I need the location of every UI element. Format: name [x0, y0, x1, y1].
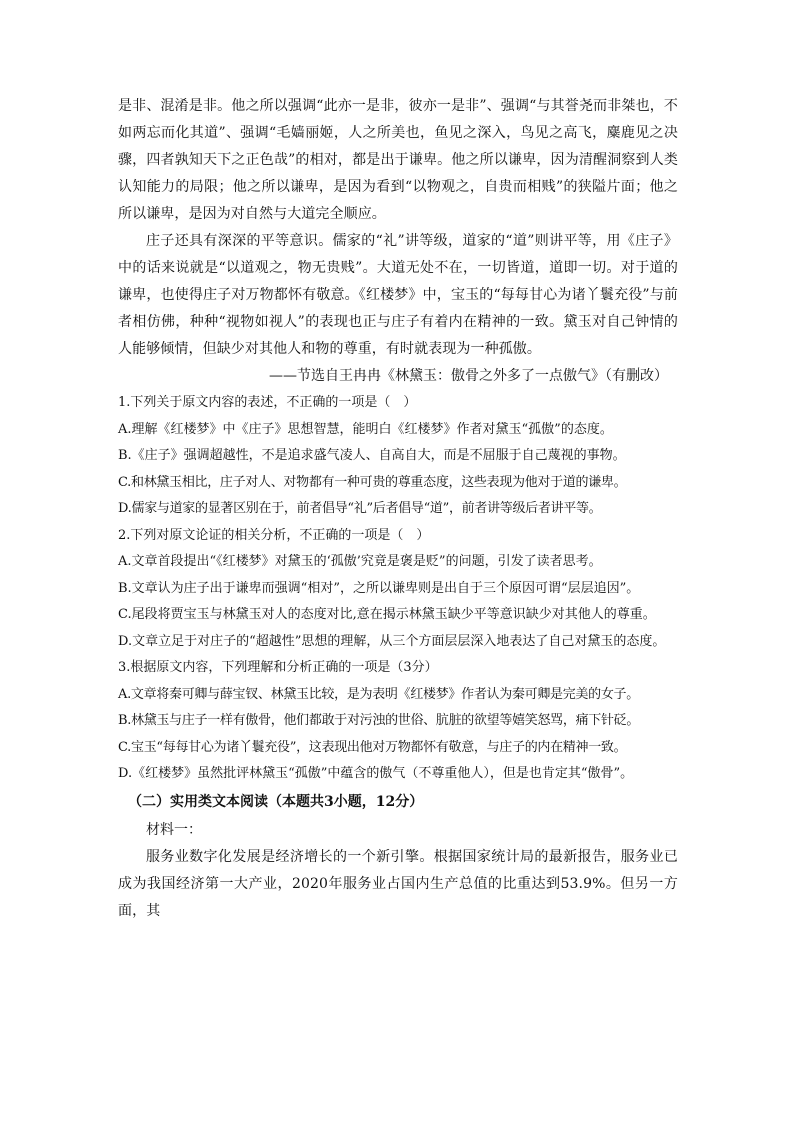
question-3: [118, 655, 678, 788]
question-1-stem: 1.下列关于原文内容的表述，不正确的一项是（ ）: [118, 395, 417, 410]
material-1-label: 材料一：: [146, 821, 202, 838]
question-1-option-d: D.儒家与道家的显著区别在于，前者倡导“礼”后者倡导“道”，前者讲等级后者讲平等。: [118, 501, 602, 516]
question-1-option-b: B.《庄子》强调超越性，不是追求盛气凌人、自高自大，而是不屈服于自己蔑视的事物。: [118, 448, 626, 463]
question-1-option-c: C.和林黛玉相比，庄子对人、对物都有一种可贵的尊重态度，这些表现为他对于道的谦卑。: [118, 474, 627, 490]
passage-paragraph-1: 是非、混淆是非。他之所以强调“此亦一是非，彼亦一是非”、强调“与其誉尧而非桀也，不如两忘而化其道”、强调“毛嫱丽姬，人之所美也，鱼见之深入，鸟见之高飞，麋鹿见之决骤，四者孰知天下之正色哉”的相对，都是出于谦卑。他之所以谦卑，因为清醒洞察到人类认知能力的局限；他之所以谦卑，是因为看到“以物观之，自贵而相贱”的狭隘片面；他之所以谦卑，是因为对自然与大道完全顺应。: [118, 98, 678, 222]
question-2-option-a: A.文章首段提出“《红楼梦》对黛玉的‘孤傲’究竟是褒是贬”的问题，引发了读者思考。: [118, 554, 602, 569]
material-1-paragraph: 服务业数字化发展是经济增长的一个新引擎。根据国家统计局的最新报告，服务业已成为我国经济第一大产业，2020年服务业占国内生产总值的比重达到53.9%。但另一方面，其: [118, 848, 678, 919]
question-2-option-b: B.文章认为庄子出于谦卑而强调“相对”，之所以谦卑则是出自于三个原因可谓“层层追因”。: [118, 580, 640, 596]
question-2-stem: 2.下列对原文论证的相关分析，不正确的一项是（ ）: [118, 527, 430, 543]
question-2-option-d: D.文章立足于对庄子的“超越性”思想的理解，从三个方面层层深入地表达了自己对黛玉的态度。: [118, 633, 666, 649]
section-2-title: （二）实用类文本阅读（本题共3小题，12分）: [128, 793, 424, 810]
question-3-option-b: B.林黛玉与庄子一样有傲骨，他们都敢于对污浊的世俗、肮脏的欲望等嬉笑怒骂，痛下针砭。: [118, 713, 640, 728]
question-2-option-c: C.尾段将贾宝玉与林黛玉对人的态度对比,意在揭示林黛玉缺少平等意识缺少对其他人的尊重。: [118, 607, 656, 622]
question-3-stem: 3.根据原文内容，下列理解和分析正确的一项是（3分）: [118, 660, 438, 675]
question-1-option-a: A.理解《红楼梦》中《庄子》思想智慧，能明白《红楼梦》作者对黛玉“孤傲”的态度。: [118, 421, 613, 437]
question-2: [118, 523, 678, 656]
question-3-option-a: A.文章将秦可卿与薛宝钗、林黛玉比较，是为表明《红楼梦》作者认为秦可卿是完美的女子。: [118, 686, 639, 702]
passage-source: ——节选自王冉冉《林黛玉：傲骨之外多了一点傲气》（有删改）: [269, 368, 668, 384]
passage-paragraph-2: 庄子还具有深深的平等意识。儒家的“礼”讲等级，道家的“道”则讲平等，用《庄子》中的话来说就是“以道观之，物无贵贱”。大道无处不在，一切皆道，道即一切。对于道的谦卑，也使得庄子对万物都怀有敬意。《红楼梦》中，宝玉的“每每甘心为诸丫鬟充役”与前者相仿佛，种种“视物如视人”的表现也正与庄子有着内在精神的一致。黛玉对自己钟情的人能够倾情，但缺少对其他人和物的尊重，有时就表现为一种孤傲。: [118, 233, 678, 357]
question-3-option-c: C.宝玉“每每甘心为诸丫鬟充役”，这表现出他对万物都怀有敬意，与庄子的内在精神一致。: [118, 739, 627, 755]
document-page: [118, 93, 678, 925]
question-3-option-d: D.《红楼梦》虽然批评林黛玉“孤傲”中蕴含的傲气（不尊重他人），但是也肯定其“傲骨”。: [118, 766, 634, 781]
question-1: [118, 390, 678, 523]
